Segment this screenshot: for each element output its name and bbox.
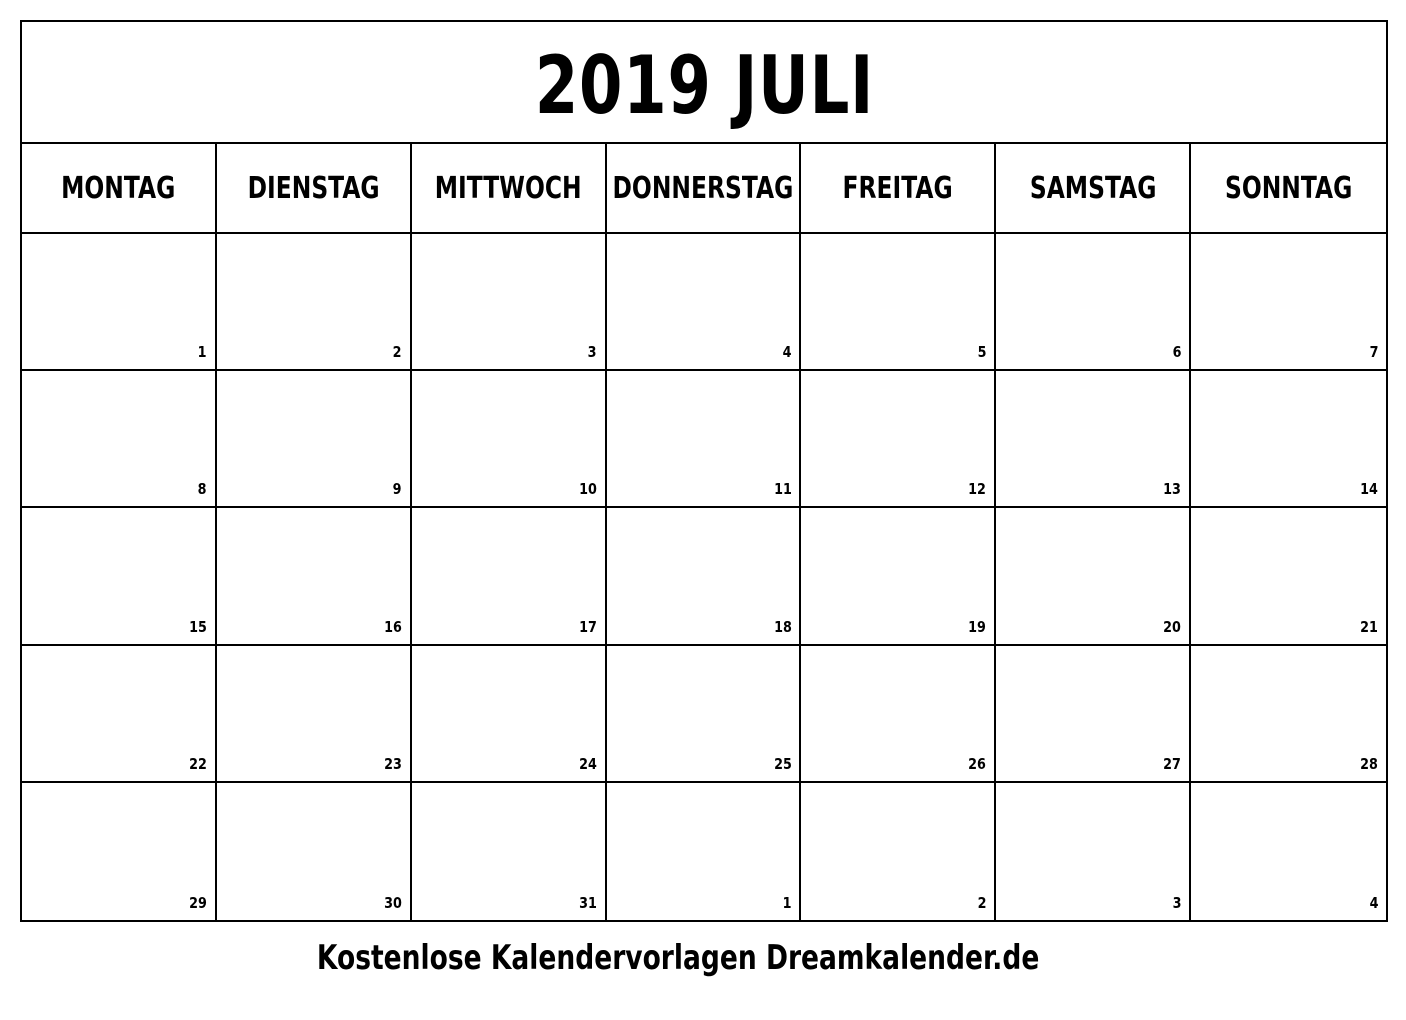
day-cell — [607, 234, 802, 371]
day-number: 14 — [1360, 480, 1378, 499]
weekday-label: SAMSTAG — [1029, 170, 1156, 206]
day-number: 9 — [392, 480, 402, 499]
day-cell — [607, 783, 802, 920]
day-cell — [217, 234, 412, 371]
day-number: 26 — [968, 754, 987, 773]
day-number: 4 — [782, 343, 792, 362]
day-number: 3 — [1172, 893, 1182, 912]
day-number: 1 — [782, 893, 792, 912]
day-number: 8 — [197, 480, 207, 499]
day-number: 10 — [578, 480, 597, 499]
day-cell — [801, 508, 996, 645]
day-number: 5 — [977, 343, 987, 362]
day-number: 23 — [383, 754, 402, 773]
day-number: 13 — [1163, 480, 1182, 499]
day-number: 2 — [392, 343, 402, 362]
day-cell — [607, 508, 802, 645]
day-cell — [996, 508, 1191, 645]
weekday-header — [1191, 144, 1386, 234]
day-cell — [1191, 508, 1386, 645]
day-cell — [996, 783, 1191, 920]
weekday-label: SONNTAG — [1224, 170, 1353, 206]
day-cell — [412, 783, 607, 920]
day-cell — [217, 508, 412, 645]
title-bar — [22, 22, 1386, 144]
day-number: 20 — [1163, 617, 1182, 636]
day-number: 2 — [977, 893, 987, 912]
weekday-header — [412, 144, 607, 234]
weekday-label: MITTWOCH — [434, 170, 582, 206]
day-number: 6 — [1172, 343, 1182, 362]
day-cell — [607, 646, 802, 783]
day-number: 19 — [968, 617, 987, 636]
day-cell — [996, 371, 1191, 508]
day-cell — [996, 646, 1191, 783]
day-number: 27 — [1163, 754, 1182, 773]
day-cell — [22, 234, 217, 371]
weekday-header — [996, 144, 1191, 234]
day-number: 31 — [578, 893, 597, 912]
day-cell — [22, 783, 217, 920]
day-cell — [801, 371, 996, 508]
day-cell — [801, 783, 996, 920]
footer — [0, 938, 1406, 978]
day-number: 17 — [578, 617, 597, 636]
day-cell — [1191, 234, 1386, 371]
day-cell — [1191, 646, 1386, 783]
day-cell — [412, 646, 607, 783]
weekday-label: MONTAG — [61, 170, 176, 206]
day-number: 25 — [773, 754, 792, 773]
day-number: 12 — [968, 480, 987, 499]
weekday-label: DIENSTAG — [247, 170, 380, 206]
day-cell — [1191, 783, 1386, 920]
day-number: 30 — [383, 893, 402, 912]
weekday-header — [217, 144, 412, 234]
weekday-label: FREITAG — [842, 170, 953, 206]
day-number: 16 — [383, 617, 402, 636]
day-number: 22 — [189, 754, 207, 773]
weekday-header — [801, 144, 996, 234]
day-cell — [412, 371, 607, 508]
footer-text: Kostenlose Kalendervorlagen Dreamkalender.de — [316, 938, 1040, 978]
day-number: 3 — [587, 343, 597, 362]
day-cell — [607, 371, 802, 508]
day-cell — [217, 371, 412, 508]
calendar — [20, 20, 1388, 922]
calendar-title: 2019 JULI — [534, 39, 874, 132]
day-cell — [1191, 371, 1386, 508]
day-number: 1 — [197, 343, 207, 362]
day-cell — [22, 371, 217, 508]
day-cell — [412, 508, 607, 645]
day-number: 24 — [578, 754, 597, 773]
day-number: 18 — [773, 617, 792, 636]
weekday-header — [607, 144, 802, 234]
day-cell — [801, 234, 996, 371]
day-number: 28 — [1360, 754, 1378, 773]
day-cell — [22, 508, 217, 645]
day-number: 29 — [189, 893, 207, 912]
day-number: 4 — [1369, 893, 1378, 912]
weekday-header — [22, 144, 217, 234]
day-number: 15 — [189, 617, 207, 636]
weekday-label: DONNERSTAG — [612, 170, 794, 206]
day-cell — [217, 783, 412, 920]
day-number: 11 — [773, 480, 792, 499]
day-number: 21 — [1360, 617, 1378, 636]
day-cell — [217, 646, 412, 783]
day-cell — [22, 646, 217, 783]
day-cell — [412, 234, 607, 371]
calendar-grid — [22, 144, 1386, 920]
day-number: 7 — [1369, 343, 1378, 362]
day-cell — [996, 234, 1191, 371]
day-cell — [801, 646, 996, 783]
